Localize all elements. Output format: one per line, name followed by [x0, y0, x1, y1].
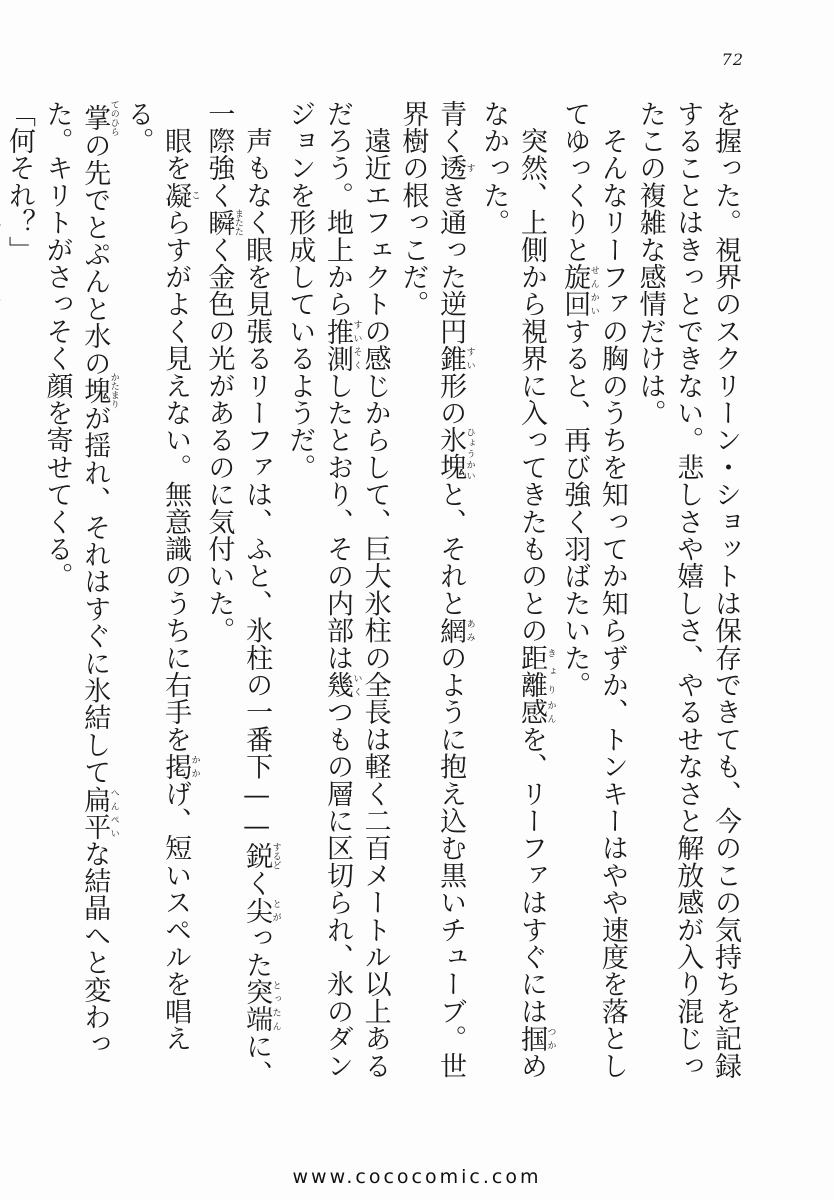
ruby-base: 網: [435, 616, 467, 645]
ruby-base: 掌: [79, 100, 111, 136]
ruby-base: 推測: [321, 317, 353, 373]
ruby-reading: こ: [189, 181, 200, 209]
text-run: 眼を: [160, 100, 192, 182]
ruby-reading: またた: [232, 208, 243, 237]
paragraph: 「何それ？」: [3, 100, 35, 264]
body-text: [3, 100, 744, 1100]
text-run: く金色の光があるのに気付いた。: [203, 236, 235, 645]
text-run: 遠近エフェクトの感じからして、巨大氷柱の全長は軽く二百メートル以上あるだろう。地上から: [321, 100, 391, 1080]
ruby-base: 凝: [160, 181, 192, 209]
ruby-base: 掴: [515, 1024, 547, 1053]
ruby-word: [435, 344, 475, 373]
ruby-reading: ひょうかい: [464, 426, 475, 481]
text-run: したとおり、その内部は: [321, 372, 353, 672]
paragraph: [119, 100, 200, 1100]
ruby-base: 塊: [79, 372, 111, 409]
ruby-base: 扁平: [79, 785, 111, 840]
ruby-word: [559, 263, 599, 318]
ruby-word: [435, 154, 475, 182]
text-run: と、それと: [435, 480, 467, 617]
ruby-base: 尖: [241, 896, 273, 925]
ruby-reading: かん: [545, 698, 556, 726]
text-run: が揺れ、それはすぐに氷結して: [79, 404, 111, 786]
ruby-base: 鋭: [241, 842, 273, 870]
paragraph: [200, 100, 281, 1100]
text-run: 突然、上側から視界に入ってきたものとの: [515, 100, 547, 644]
paragraph: を握った。視界のスクリーン・ショットは保存できても、今のこの気持ちを記録することはきっとできない。悲しさや嬉しさ、やるせなさと解放感が入り混じったこの複雑な感情だけは。: [634, 100, 741, 1080]
text-run: のように抱え込む黒いチューブ。世界樹の根っこだ。: [397, 100, 467, 1080]
ruby-word: [435, 616, 475, 645]
text-run: げ、短いスペルを唱える。: [122, 100, 192, 1053]
text-run: らすがよく見えない。無意識のうちに右手を: [160, 208, 192, 753]
text-run: 声もなく眼を見張るリーファは、ふと、氷柱の一番下——: [241, 100, 273, 843]
text-run: 青く: [435, 100, 467, 155]
ruby-base: 感: [515, 698, 547, 726]
ruby-reading: かたまり: [108, 372, 119, 409]
text-run: き通った逆円: [435, 181, 467, 345]
ruby-reading: す: [464, 154, 475, 182]
ruby-reading: かか: [189, 752, 200, 781]
ruby-word: [515, 698, 556, 726]
ruby-reading: とったん: [270, 978, 281, 1033]
paragraph: [38, 100, 119, 1100]
text-run: めなかった。: [478, 100, 547, 1080]
ruby-word: [241, 978, 281, 1033]
ruby-word: [321, 317, 362, 373]
page-number: 72: [721, 50, 744, 69]
text-run: に、一際強く: [203, 100, 273, 1088]
ruby-reading: とが: [270, 896, 281, 925]
ruby-reading: つか: [545, 1024, 556, 1053]
ruby-word: [241, 896, 281, 925]
ruby-base: 距離: [515, 644, 547, 699]
paragraph: [394, 100, 475, 1100]
ruby-base: 突端: [241, 978, 273, 1033]
ruby-word: [515, 1024, 556, 1053]
ruby-base: 旋回: [559, 263, 591, 318]
ruby-word: [79, 100, 119, 136]
ruby-base: 透: [435, 154, 467, 182]
ruby-reading: きょり: [545, 644, 556, 699]
ruby-base: 幾: [321, 671, 353, 699]
text-run: った: [241, 924, 273, 979]
ruby-base: 氷塊: [435, 426, 467, 481]
ruby-reading: てのひら: [108, 100, 119, 136]
ruby-reading: せんかい: [588, 263, 599, 318]
text-run: そんなリーファの胸のうちを知ってか知らずか、トンキーはやや速度を落としてゆっくりと: [559, 100, 628, 1080]
ruby-reading: あみ: [464, 616, 475, 645]
ruby-word: [241, 842, 281, 870]
ruby-reading: いく: [351, 671, 362, 699]
ruby-word: [435, 426, 475, 481]
ruby-base: 瞬: [203, 208, 235, 237]
ruby-reading: すいそく: [351, 317, 362, 373]
ruby-word: [321, 671, 362, 699]
text-run: な結晶へと変わった。キリトがさっそく顔を寄せてくる。: [41, 100, 111, 1058]
ruby-base: 掲: [160, 752, 192, 781]
text-run: の先でとぷんと水の: [79, 131, 111, 377]
paragraph: [475, 100, 556, 1100]
paragraph: [555, 100, 630, 1100]
ruby-word: [160, 752, 200, 781]
ruby-word: [515, 644, 556, 699]
ruby-word: [79, 372, 119, 409]
text-run: 形の: [435, 372, 467, 427]
ruby-word: [160, 181, 200, 209]
text-run: を、リーファはすぐには: [515, 725, 547, 1025]
ruby-reading: へんぺい: [108, 785, 119, 840]
ruby-reading: するど: [270, 842, 281, 870]
watermark-url: www.cococomic.com: [292, 1166, 542, 1188]
ruby-word: [203, 208, 243, 237]
text-run: すると、再び強く羽ばたいた。: [559, 317, 591, 699]
ruby-reading: すい: [464, 344, 475, 373]
text-run: く: [241, 869, 273, 897]
ruby-word: [79, 785, 119, 840]
ruby-base: 錐: [435, 344, 467, 373]
paragraph: [281, 100, 394, 1100]
text-run: つもの層に区切られ、氷のダンジョンを形成しているようだ。: [284, 100, 353, 1080]
